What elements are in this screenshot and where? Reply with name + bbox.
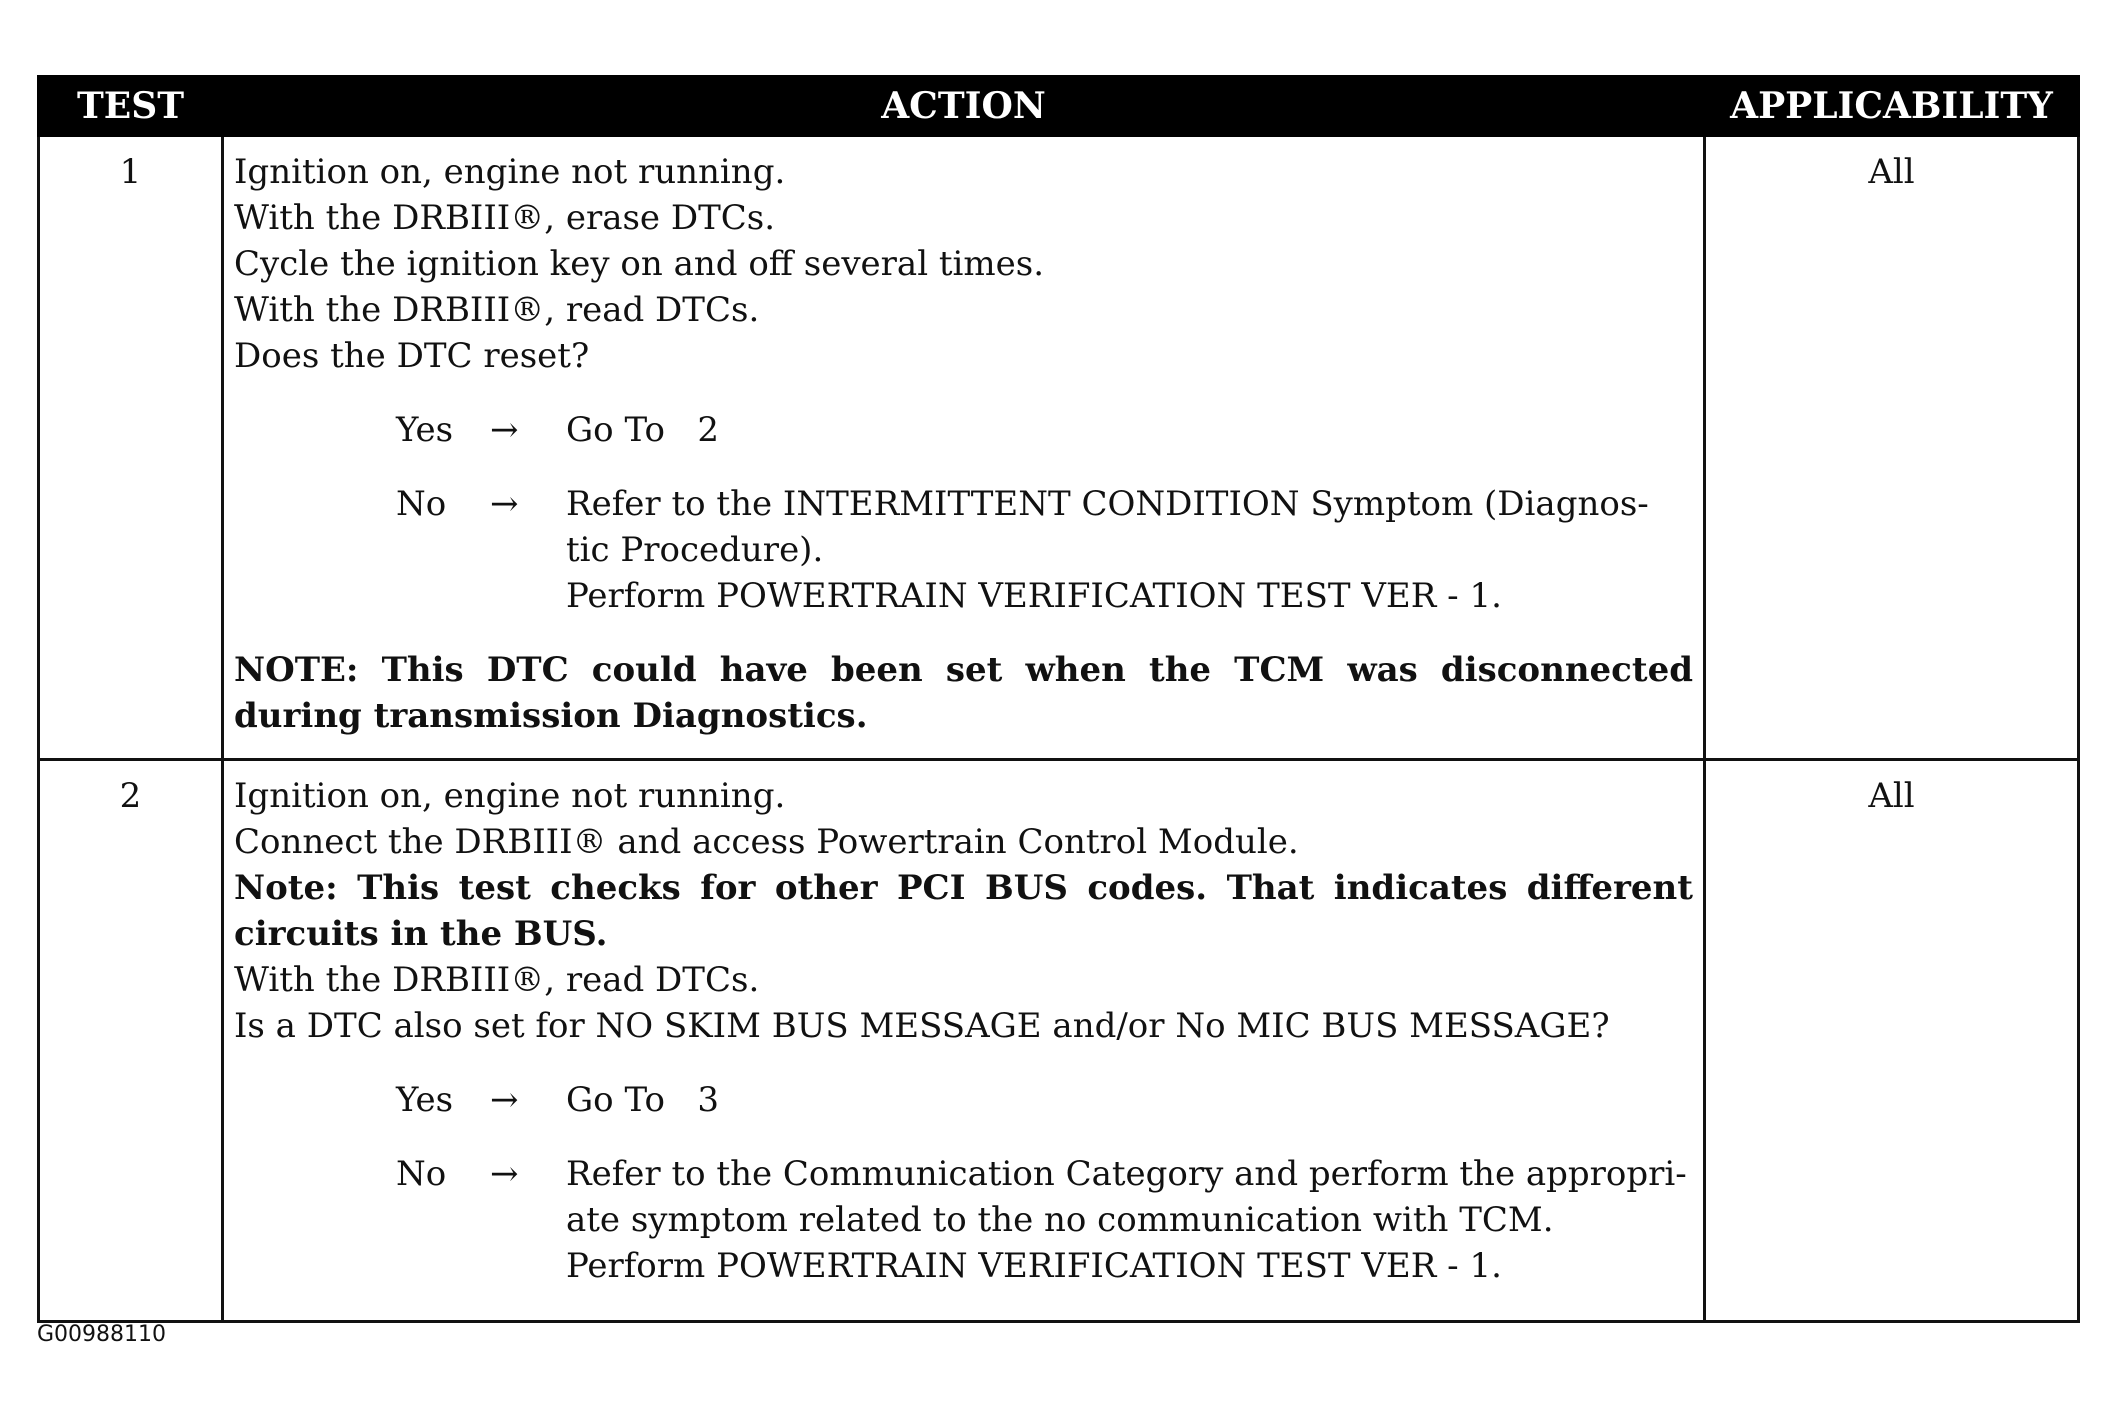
right-arrow-icon: → — [490, 1154, 519, 1194]
yes-branch — [396, 407, 1693, 453]
yes-label: Yes — [396, 410, 454, 450]
test-number: 1 — [39, 136, 223, 760]
applicability-value: All — [1705, 136, 2079, 760]
table-row — [39, 760, 2079, 1322]
header-action: ACTION — [223, 77, 1705, 136]
figure-id-caption: G00988110 — [37, 1322, 167, 1347]
action-step: With the DRBIII®, erase DTCs. — [234, 198, 776, 238]
action-step: With the DRBIII®, read DTCs. — [234, 960, 760, 1000]
no-branch — [396, 1151, 1693, 1289]
table-row — [39, 136, 2079, 760]
action-step: Ignition on, engine not running. — [234, 776, 786, 816]
right-arrow-icon: → — [490, 1080, 519, 1120]
no-instructions: Refer to the INTERMITTENT CONDITION Symptom (Diagnos- tic Procedure). Perform POWERTRAIN VERIFICATION TEST VER - 1. — [566, 484, 1649, 616]
action-question: Does the DTC reset? — [234, 336, 590, 376]
note-text: NOTE: This DTC could have been set when the TCM was disconnected during transmission Diagnostics. — [234, 650, 1693, 736]
header-test: TEST — [39, 77, 223, 136]
test-number: 2 — [39, 760, 223, 1322]
action-step: With the DRBIII®, read DTCs. — [234, 290, 760, 330]
applicability-value: All — [1705, 760, 2079, 1322]
no-branch — [396, 481, 1693, 619]
header-applicability: APPLICABILITY — [1705, 77, 2079, 136]
action-cell — [223, 760, 1705, 1322]
yes-goto: Go To 2 — [566, 410, 719, 450]
action-cell — [223, 136, 1705, 760]
action-step: Ignition on, engine not running. — [234, 152, 786, 192]
right-arrow-icon: → — [490, 410, 519, 450]
no-instructions: Refer to the Communication Category and perform the appropri- ate symptom related to the no communication with TCM. Perform POWERTRAIN VERIFICATION TEST VER - 1. — [566, 1154, 1687, 1286]
note-text: Note: This test checks for other PCI BUS codes. That indicates different circuits in the BUS. — [234, 868, 1693, 954]
action-step: Cycle the ignition key on and off several times. — [234, 244, 1045, 284]
yes-label: Yes — [396, 1080, 454, 1120]
no-label: No — [396, 484, 447, 524]
no-label: No — [396, 1154, 447, 1194]
table-header-row — [39, 77, 2079, 136]
action-question: Is a DTC also set for NO SKIM BUS MESSAGE and/or No MIC BUS MESSAGE? — [234, 1006, 1610, 1046]
right-arrow-icon: → — [490, 484, 519, 524]
action-step: Connect the DRBIII® and access Powertrain Control Module. — [234, 822, 1299, 862]
diagnostic-test-table — [37, 75, 2080, 1323]
yes-branch — [396, 1077, 1693, 1123]
yes-goto: Go To 3 — [566, 1080, 719, 1120]
